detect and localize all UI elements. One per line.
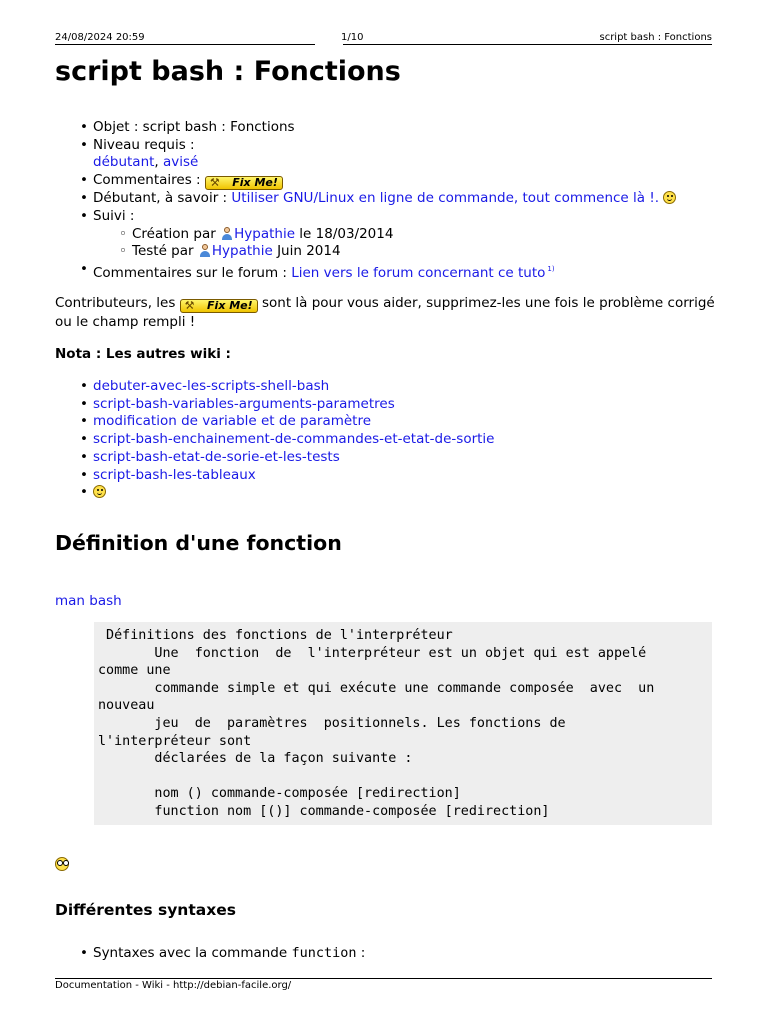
list-item-suivi — [78, 208, 718, 261]
list-item — [78, 449, 494, 467]
fixme-badge — [180, 299, 258, 313]
wrench-icon: ⚒ — [209, 176, 220, 190]
wiki-link[interactable]: script-bash-etat-de-sorie-et-les-tests — [93, 448, 340, 465]
contributors-paragraph — [55, 294, 715, 332]
fixme-badge — [205, 176, 283, 190]
suivi-sublist — [93, 226, 718, 261]
niveau-link-avise[interactable]: avisé — [163, 154, 199, 171]
teste-suffix: Juin 2014 — [277, 243, 341, 260]
list-item — [78, 396, 494, 414]
user-icon — [198, 244, 211, 257]
debutant-label: Débutant, à savoir : — [93, 190, 228, 207]
wrench-icon: ⚒ — [184, 299, 195, 312]
list-item-creation — [117, 226, 718, 244]
subsection-title: Différentes syntaxes — [55, 901, 236, 919]
wiki-link[interactable]: script-bash-enchainement-de-commandes-et-etat-de-sortie — [93, 431, 495, 448]
wiki-link[interactable]: script-bash-les-tableaux — [93, 466, 256, 483]
page-title: script bash : Fonctions — [55, 56, 401, 87]
teste-user-link[interactable]: Hypathie — [211, 243, 273, 260]
print-datetime: 24/08/2024 20:59 — [55, 32, 145, 43]
fixme-label: Fix Me! — [232, 176, 278, 190]
list-item-debutant — [78, 190, 718, 208]
objet-text: Objet : script bash : Fonctions — [93, 119, 295, 135]
forum-link[interactable]: Lien vers le forum concernant ce tuto — [291, 264, 546, 281]
list-item-forum — [78, 261, 718, 283]
syntax-code: function — [291, 945, 357, 961]
list-item-niveau — [78, 137, 718, 172]
list-item — [78, 431, 494, 449]
nota-heading: Nota : Les autres wiki : — [55, 346, 231, 362]
list-item — [78, 467, 494, 485]
nerd-smiley-icon — [55, 857, 69, 871]
creation-user-link[interactable]: Hypathie — [234, 225, 295, 242]
section-title: Définition d'une fonction — [55, 531, 342, 555]
syntax-list — [78, 945, 365, 963]
page-footer: Documentation - Wiki - http://debian-facile.org/ — [55, 980, 292, 991]
list-item — [78, 945, 365, 963]
wink-smiley-icon — [93, 485, 106, 498]
wiki-link[interactable]: debuter-avec-les-scripts-shell-bash — [93, 378, 330, 394]
list-item — [78, 413, 494, 431]
header-rule-gap — [315, 43, 343, 46]
contrib-after: sont là pour vous aider, supprimez-les une fois le problème corrigé ou le champ rempli ! — [55, 295, 715, 330]
list-item — [78, 378, 494, 396]
page-number: 1/10 — [341, 32, 364, 43]
list-item-objet — [78, 119, 718, 137]
suivi-label: Suivi : — [93, 207, 135, 224]
syntax-suffix: : — [360, 945, 366, 961]
header-doc-title: script bash : Fonctions — [599, 32, 712, 43]
list-item — [78, 484, 494, 502]
code-block: Définitions des fonctions de l'interpréteur Une fonction de l'interpréteur est un objet qui est appelé comme une commande simple et qui exécute une commande composée avec un nouveau jeu de paramètres positionnels. Les fonctions de l'interpréteur sont déclarées de la façon suivante : nom () commande-composée [redirection] function nom [()] commande-composée [redirection] — [94, 622, 712, 825]
footnote-ref[interactable]: 1) — [547, 264, 555, 273]
wiki-link[interactable]: modification de variable et de paramètre — [93, 413, 372, 430]
list-item-commentaires — [78, 172, 718, 190]
header-rule — [55, 44, 712, 45]
wiki-link[interactable]: script-bash-variables-arguments-parametres — [93, 395, 395, 412]
fixme-label: Fix Me! — [207, 299, 253, 312]
syntax-prefix: Syntaxes avec la commande — [93, 945, 288, 961]
metadata-list — [78, 119, 718, 283]
creation-suffix: le 18/03/2014 — [299, 225, 394, 242]
forum-label: Commentaires sur le forum : — [93, 264, 287, 281]
teste-prefix: Testé par — [132, 243, 194, 260]
niveau-link-debutant[interactable]: débutant — [93, 154, 155, 171]
debutant-link[interactable]: Utiliser GNU/Linux en ligne de commande, tout commence là !. — [231, 190, 660, 207]
niveau-label: Niveau requis : — [93, 136, 195, 153]
list-item-teste — [117, 243, 718, 261]
commentaires-label: Commentaires : — [93, 172, 201, 189]
contrib-before: Contributeurs, les — [55, 295, 176, 311]
niveau-separator: , — [154, 154, 164, 171]
wiki-list — [78, 378, 494, 502]
footer-rule — [55, 978, 712, 979]
creation-prefix: Création par — [132, 225, 216, 242]
man-bash-link[interactable]: man bash — [55, 593, 122, 609]
user-icon — [220, 227, 233, 240]
smiley-icon — [663, 191, 676, 204]
